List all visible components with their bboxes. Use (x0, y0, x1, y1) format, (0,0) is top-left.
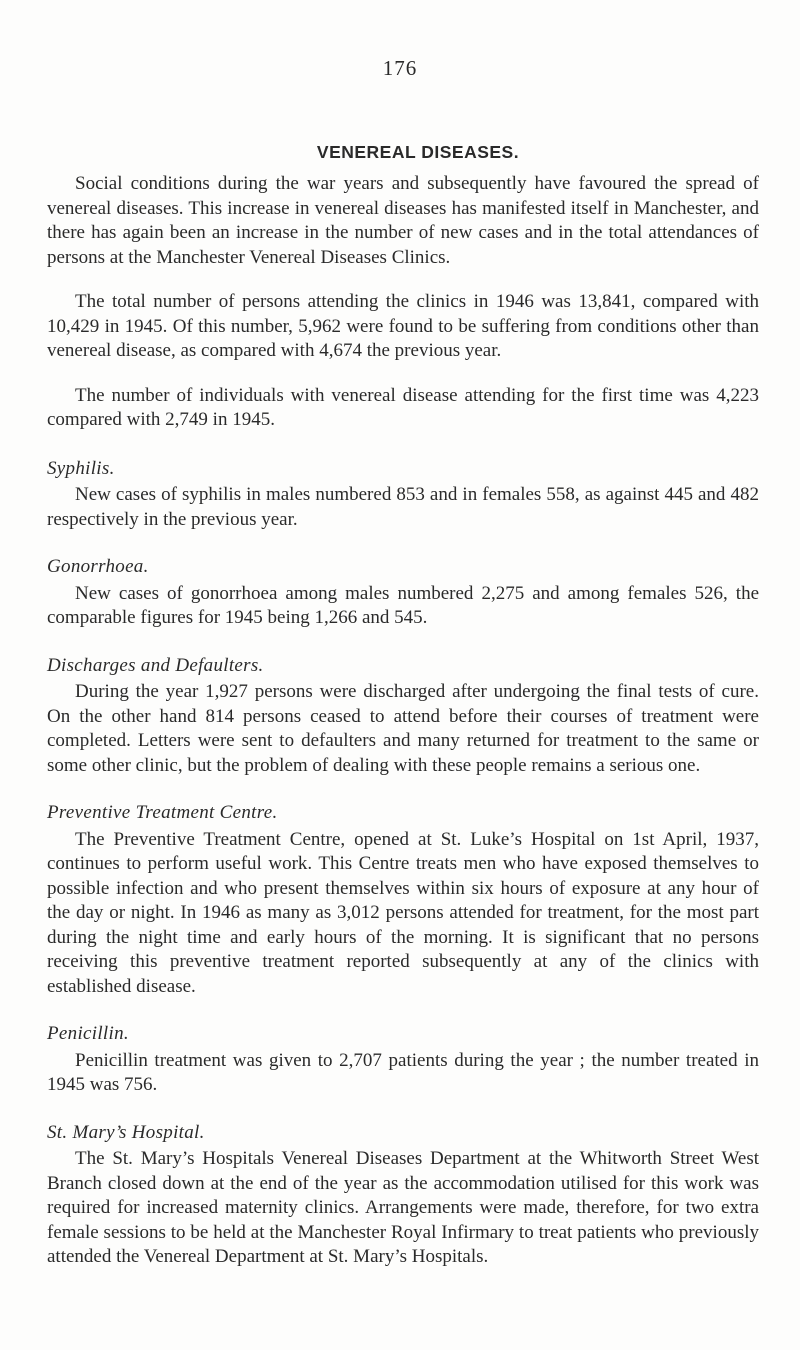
section-syphilis (47, 457, 759, 533)
page-number: 176 (382, 56, 418, 80)
section-st-marys-hospital (47, 1121, 759, 1270)
intro-text-1: Social conditions during the war years and subsequently have favoured the spread of venereal diseases. This increase in venereal diseases has manifested itself in Manchester, and there has again been an increase in the number of new cases and in the total attendances of persons at the Manchester Venereal Diseases Clinics. (47, 173, 759, 268)
section-heading: Penicillin. (47, 1023, 129, 1044)
section-text: Penicillin treatment was given to 2,707 patients during the year ; the number treated in 1945 was 756. (47, 1049, 759, 1095)
section-text: New cases of gonorrhoea among males numbered 2,275 and among females 526, the comparable figures for 1945 being 1,266 and 545. (47, 582, 759, 628)
intro-paragraph-1 (47, 172, 759, 270)
intro-text-2: The total number of persons attending the clinics in 1946 was 13,841, compared with 10,429 in 1945. Of this number, 5,962 were found to be suffering from conditions other than venereal disease, as compared with 4,674 the previous year. (47, 291, 759, 361)
intro-paragraph-2 (47, 290, 759, 364)
section-text: New cases of syphilis in males numbered 853 and in females 558, as against 445 and 482 respectively in the previous year. (47, 484, 759, 530)
section-text: The St. Mary’s Hospitals Venereal Diseases Department at the Whitworth Street West Branch closed down at the end of the year as the accommodation utilised for this work was required for increased maternity clinics. Arrangements were made, therefore, for two extra female sessions to be held at the Manchester Royal Infirmary to treat patients who previously attended the Venereal Department at St. Mary’s Hospitals. (47, 1148, 759, 1267)
section-heading: Gonorrhoea. (47, 556, 149, 577)
section-heading: Preventive Treatment Centre. (47, 802, 278, 823)
section-penicillin (47, 1022, 759, 1098)
page-title: VENEREAL DISEASES. (316, 142, 520, 162)
intro-text-3: The number of individuals with venereal disease attending for the first time was 4,223 compared with 2,749 in 1945. (47, 384, 759, 430)
section-heading: Syphilis. (47, 457, 115, 479)
page-content (47, 142, 759, 1293)
section-text: The Preventive Treatment Centre, opened at St. Luke’s Hospital on 1st April, 1937, continues to perform useful work. This Centre treats men who have exposed themselves to possible infection and who present themselves within six hours of exposure at any hour of the day or night. In 1946 as many as 3,012 persons attended for treatment, for the most part during the night time and early hours of the morning. It is significant that no persons receiving this preventive treatment reported subsequently at any of the clinics with established disease. (47, 828, 759, 997)
section-preventive-treatment (47, 801, 759, 999)
section-discharges-defaulters (47, 654, 759, 779)
section-heading: St. Mary’s Hospital. (47, 1121, 205, 1143)
section-gonorrhoea (47, 555, 759, 631)
section-heading: Discharges and Defaulters. (47, 654, 264, 676)
section-text: During the year 1,927 persons were discharged after undergoing the final tests of cure. On the other hand 814 persons ceased to attend before their courses of treatment were completed. Letters were sent to defaulters and many returned for treatment to the same or some other clinic, but the problem of dealing with these people remains a serious one. (47, 681, 759, 776)
intro-paragraph-3 (47, 384, 759, 433)
